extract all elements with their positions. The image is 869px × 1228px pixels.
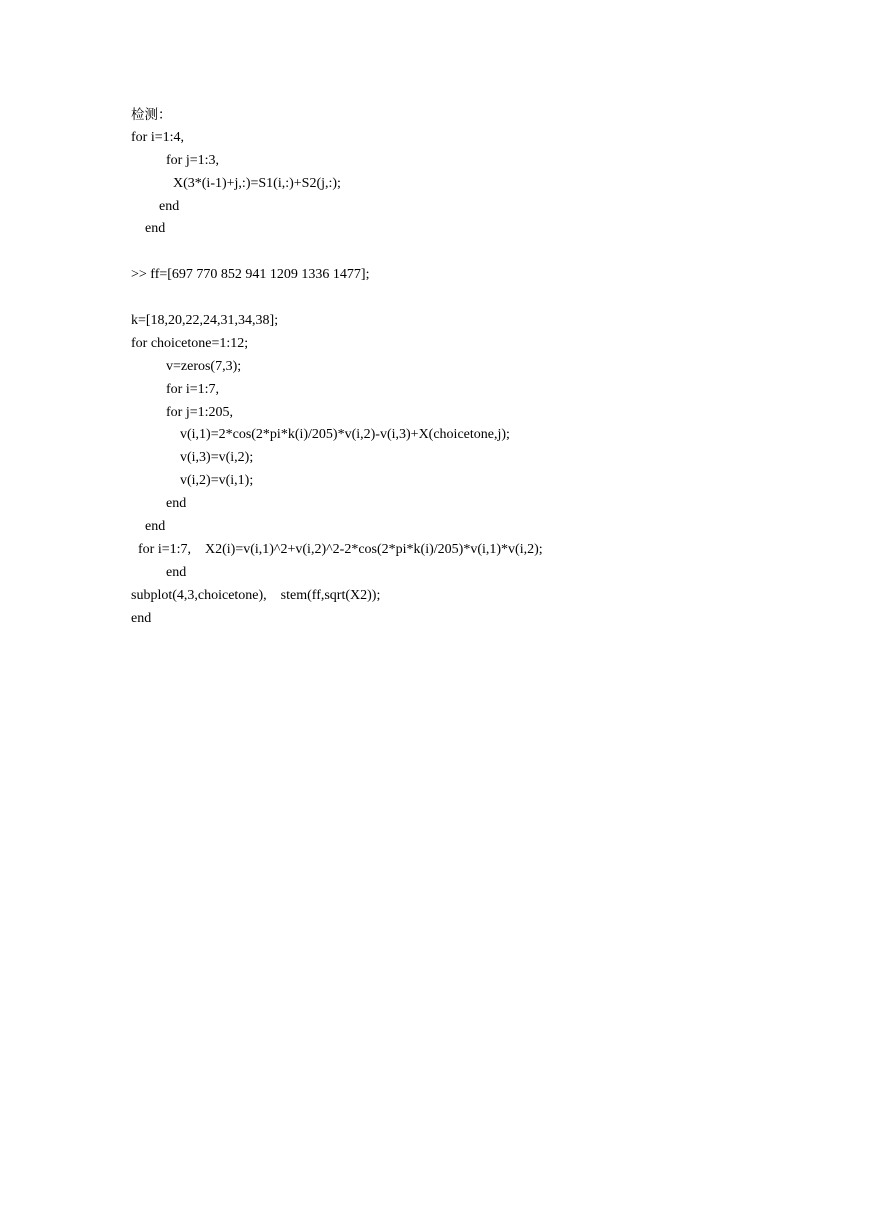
code-line: for i=1:7, [131, 381, 219, 397]
code-line: v(i,1)=2*cos(2*pi*k(i)/205)*v(i,2)-v(i,3)+X(choicetone,j); [131, 427, 510, 443]
code-line: subplot(4,3,choicetone), stem(ff,sqrt(X2)); [131, 587, 381, 603]
code-line: end [131, 610, 152, 626]
code-line: v=zeros(7,3); [131, 358, 242, 374]
code-line: X(3*(i-1)+j,:)=S1(i,:)+S2(j,:); [131, 175, 341, 191]
code-line: end [131, 496, 187, 512]
code-line: end [131, 564, 187, 580]
section-heading: 检测： [131, 107, 172, 123]
code-line: for j=1:205, [131, 404, 233, 420]
code-line: k=[18,20,22,24,31,34,38]; [131, 313, 279, 329]
code-line: v(i,2)=v(i,1); [131, 473, 254, 489]
code-line: end [131, 519, 166, 535]
code-line: for j=1:3, [131, 152, 219, 168]
code-listing [131, 104, 831, 630]
code-line: >> ff=[697 770 852 941 1209 1336 1477]; [131, 267, 370, 283]
code-line: for i=1:4, [131, 129, 184, 145]
code-line: for choicetone=1:12; [131, 335, 249, 351]
blank-line [131, 287, 831, 310]
code-line: for i=1:7, X2(i)=v(i,1)^2+v(i,2)^2-2*cos(2*pi*k(i)/205)*v(i,1)*v(i,2); [131, 541, 543, 557]
code-line: end [131, 198, 180, 214]
code-line: v(i,3)=v(i,2); [131, 450, 254, 466]
code-line: end [131, 221, 166, 237]
blank-line [131, 241, 831, 264]
